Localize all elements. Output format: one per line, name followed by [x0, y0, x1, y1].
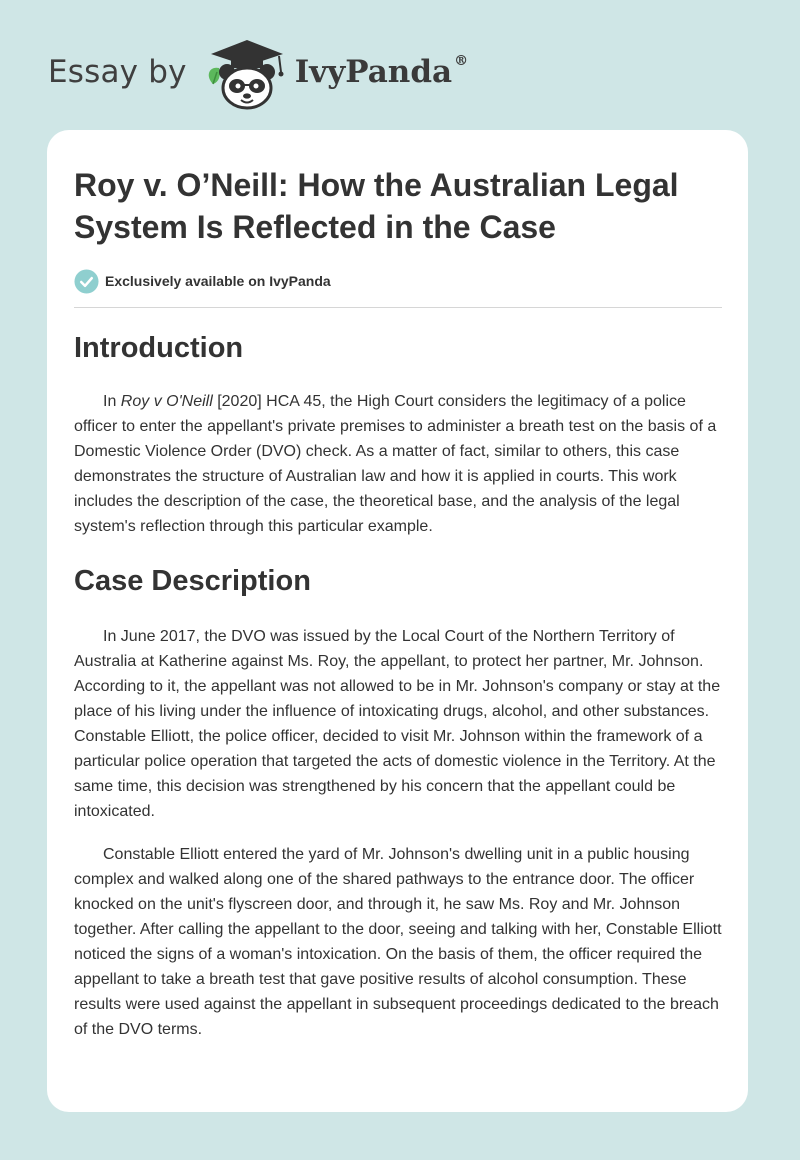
registered-mark: ®: [454, 52, 469, 69]
exclusive-label: Exclusively available on IvyPanda: [105, 273, 331, 289]
case-paragraph-2: Constable Elliott entered the yard of Mr. Johnson's dwelling unit in a public housing complex and walked along one of the shared pathways to the entrance door. The officer knocked on the unit's flyscreen door, and through it, he saw Ms. Roy and Mr. Johnson together. After calling the appellant to the door, seeing and talking with her, Constable Elliott noticed the signs of a woman's intoxication. On the basis of them, the officer required the appellant to take a breath test that gave positive results of alcohol consumption. These results were used against the appellant in subsequent proceedings dedicated to the breach of the DVO terms.: [74, 846, 722, 1038]
essay-card: [47, 130, 748, 1112]
divider: [74, 307, 722, 308]
section-heading-introduction: Introduction: [74, 332, 244, 364]
panda-graduate-icon: [201, 32, 291, 112]
paragraph-rest: [2020] HCA 45, the High Court considers the legitimacy of a police officer to enter the appellant's private premises to administer a breath test on the basis of a Domestic Violence Order (DVO) check. As a matter of fact, similar to others, this case demonstrates the structure of Australian law and how it is applied in courts. This work includes the description of the case, the theoretical base, and the analysis of the legal system's reflection through this particular example.: [74, 393, 717, 535]
site-header: [48, 32, 468, 112]
section-heading-case-description: Case Description: [74, 565, 311, 597]
case-paragraph-1: In June 2017, the DVO was issued by the Local Court of the Northern Territory of Australia at Katherine against Ms. Roy, the appellant, to protect her partner, Mr. Johnson. According to it, the appellant was not allowed to be in Mr. Johnson's company or stay at the place of his living under the influence of intoxicating drugs, alcohol, and other substances. Constable Elliott, the police officer, decided to visit Mr. Johnson within the framework of a particular police operation that targeted the acts of domestic violence in the Territory. At the same time, this decision was strengthened by his concern that the appellant could be intoxicated.: [74, 628, 721, 820]
exclusive-badge: [74, 267, 722, 295]
case-name: Roy v O'Neill: [120, 393, 213, 410]
check-circle-icon: [74, 269, 99, 294]
essay-title: Roy v. O’Neill: How the Australian Legal System Is Reflected in the Case: [74, 167, 679, 245]
paragraph-lead: In: [103, 393, 121, 410]
brand-name-text: IvyPanda: [294, 54, 453, 90]
intro-paragraph: [74, 389, 722, 539]
essay-by-label: Essay by: [48, 54, 187, 90]
essay-content: [74, 130, 722, 1042]
brand-name[interactable]: [295, 54, 468, 90]
